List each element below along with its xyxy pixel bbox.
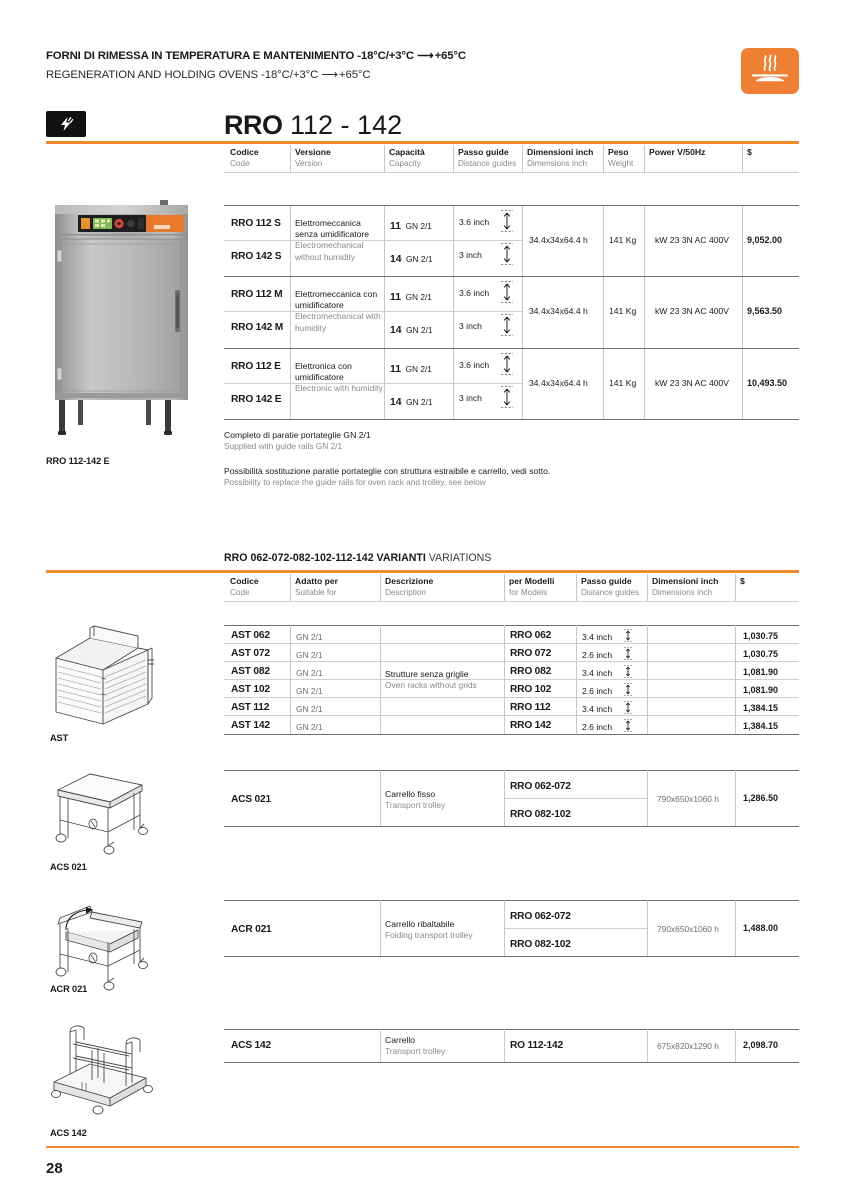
distance-arrow-icon bbox=[623, 700, 633, 720]
power-value: kW 23 3N AC 400V bbox=[655, 235, 730, 245]
vline-d1 bbox=[380, 900, 381, 956]
table-row-code: RRO 112 M bbox=[231, 289, 283, 300]
for-model: RRO 072 bbox=[510, 648, 552, 659]
ast-rule-1a bbox=[224, 643, 504, 644]
vline-h4 bbox=[522, 145, 523, 172]
price-value: 1,081.90 bbox=[743, 685, 779, 695]
weight-value: 141 Kg bbox=[609, 306, 637, 316]
dimensions-value: 34.4x34x64.4 h bbox=[529, 378, 588, 388]
vline-e4 bbox=[735, 1029, 736, 1062]
page-title-italian bbox=[46, 48, 466, 62]
ast-rule-3b bbox=[504, 679, 799, 680]
vline-h2 bbox=[384, 145, 385, 172]
vline-b6 bbox=[644, 205, 645, 419]
pitch-value: 2.6 inch bbox=[582, 650, 613, 660]
vline-b1 bbox=[290, 205, 291, 419]
vline-a2 bbox=[380, 625, 381, 734]
suitable-for: GN 2/1 bbox=[296, 686, 323, 696]
vline-vh3 bbox=[504, 574, 505, 601]
vline-a5 bbox=[647, 625, 648, 734]
ast-rule-4a bbox=[224, 697, 504, 698]
for-model: RRO 102 bbox=[510, 684, 552, 695]
power-value: kW 23 3N AC 400V bbox=[655, 378, 730, 388]
main-table-header-rule bbox=[224, 172, 799, 173]
table-row-code: AST 142 bbox=[231, 720, 270, 731]
suitable-for: GN 2/1 bbox=[296, 668, 323, 678]
variants-heading-code: RRO 062-072-082-102-112-142 bbox=[224, 552, 374, 564]
group-e-top-rule bbox=[224, 348, 799, 349]
dimensions-value: 790x650x1060 h bbox=[657, 924, 719, 934]
version-description: Elettromeccanica con umidificatore Electromechanical with humidity bbox=[295, 289, 381, 333]
variants-heading-english: VARIATIONS bbox=[428, 552, 492, 564]
distance-arrow-icon bbox=[499, 384, 515, 415]
page-number: 28 bbox=[46, 1160, 63, 1177]
col-header-passo-guide: Passo guide Distance guides bbox=[458, 147, 517, 168]
vline-e2 bbox=[504, 1029, 505, 1062]
var-col-header-passo: Passo guide Distance guides bbox=[581, 576, 640, 597]
ast-top-rule bbox=[224, 625, 799, 626]
oven-figure-caption: RRO 112-142 E bbox=[46, 456, 110, 466]
vline-vh1 bbox=[290, 574, 291, 601]
pitch-value: 3 inch bbox=[459, 321, 482, 331]
table-row-code: AST 112 bbox=[231, 702, 270, 713]
price-value: 1,081.90 bbox=[743, 667, 779, 677]
main-table-bottom-rule bbox=[224, 419, 799, 420]
vline-c4 bbox=[735, 770, 736, 826]
vline-vh2 bbox=[380, 574, 381, 601]
var-col-header-dimensioni: Dimensioni inch Dimensions inch bbox=[652, 576, 719, 597]
dimensions-value: 675x820x1290 h bbox=[657, 1041, 719, 1051]
for-model: RO 112-142 bbox=[510, 1040, 563, 1051]
weight-value: 141 Kg bbox=[609, 235, 637, 245]
vline-b2 bbox=[384, 205, 385, 419]
trolley-code: ACS 021 bbox=[231, 794, 271, 805]
ast-rule-5b bbox=[504, 715, 799, 716]
col-header-price: $ bbox=[747, 147, 752, 157]
group-m-top-rule bbox=[224, 276, 799, 277]
footer-rule bbox=[46, 1146, 799, 1148]
vline-c2 bbox=[504, 770, 505, 826]
trolley-code: ACS 142 bbox=[231, 1040, 271, 1051]
price-value: 9,052.00 bbox=[747, 235, 783, 245]
variants-top-rule bbox=[46, 570, 799, 573]
dimensions-value: 34.4x34x64.4 h bbox=[529, 306, 588, 316]
table-row-code: RRO 142 M bbox=[231, 322, 283, 333]
oven-product-photo bbox=[42, 190, 207, 440]
table-row-code: RRO 112 E bbox=[231, 361, 281, 372]
capacity-value: 14 GN 2/1 bbox=[390, 325, 433, 336]
vline-d4 bbox=[735, 900, 736, 956]
power-value: kW 23 3N AC 400V bbox=[655, 306, 730, 316]
vline-a6 bbox=[735, 625, 736, 734]
table-row-code: AST 072 bbox=[231, 648, 270, 659]
dimensions-value: 34.4x34x64.4 h bbox=[529, 235, 588, 245]
ast-rule-2a bbox=[224, 661, 504, 662]
distance-arrow-icon bbox=[623, 682, 633, 702]
price-value: 1,030.75 bbox=[743, 631, 779, 641]
distance-arrow-icon bbox=[499, 312, 515, 343]
price-value: 9,563.50 bbox=[747, 306, 783, 316]
pitch-value: 3.6 inch bbox=[459, 360, 490, 370]
version-description: Elettromeccanica senza umidificatore Electromechanical without humidity bbox=[295, 218, 370, 262]
var-col-header-adatto: Adatto per Suitable for bbox=[295, 576, 338, 597]
model-range: 112 - 142 bbox=[290, 110, 403, 140]
vline-h3 bbox=[453, 145, 454, 172]
col-header-versione: Versione Version bbox=[295, 147, 331, 168]
vline-a3 bbox=[504, 625, 505, 734]
version-description: Elettronica con umidificatore Electronic with humidity bbox=[295, 361, 383, 394]
variants-heading-italian: VARIANTI bbox=[376, 552, 426, 564]
acs021-inner-rule bbox=[504, 798, 647, 799]
acs142-trolley-illustration bbox=[40, 1020, 170, 1120]
acs021-bottom-rule bbox=[224, 826, 799, 827]
page-model-title bbox=[224, 110, 402, 140]
for-model: RRO 082-102 bbox=[510, 939, 571, 950]
distance-arrow-icon bbox=[623, 664, 633, 684]
note-2-italian: Possibilità sostituzione paratie portateglie con struttura estraibile e carrello, vedi sotto. bbox=[224, 466, 551, 476]
table-row-code: RRO 142 S bbox=[231, 251, 282, 262]
acr021-bottom-rule bbox=[224, 956, 799, 957]
table-row-code: AST 102 bbox=[231, 684, 270, 695]
acr021-figure-caption: ACR 021 bbox=[50, 984, 88, 994]
vline-d2 bbox=[504, 900, 505, 956]
price-value: 10,493.50 bbox=[747, 378, 788, 388]
ast-rule-1b bbox=[504, 643, 799, 644]
vline-h1 bbox=[290, 145, 291, 172]
vline-d3 bbox=[647, 900, 648, 956]
vline-vh4 bbox=[576, 574, 577, 601]
trolley-description: Carrello Transport trolley bbox=[385, 1035, 446, 1057]
price-value: 1,286.50 bbox=[743, 793, 779, 803]
lightning-bolt-icon bbox=[46, 111, 86, 137]
pitch-value: 3 inch bbox=[459, 250, 482, 260]
dimensions-value: 790x650x1060 h bbox=[657, 794, 719, 804]
for-model: RRO 082-102 bbox=[510, 809, 571, 820]
model-prefix: RRO bbox=[224, 110, 283, 140]
table-row-code: RRO 112 S bbox=[231, 218, 281, 229]
pitch-value: 3.4 inch bbox=[582, 632, 613, 642]
acs021-trolley-illustration bbox=[46, 768, 166, 858]
page-title-english bbox=[46, 67, 371, 81]
ast-bottom-rule bbox=[224, 734, 799, 735]
acs021-figure-caption: ACS 021 bbox=[50, 862, 87, 872]
ast-rule-2b bbox=[504, 661, 799, 662]
for-model: RRO 142 bbox=[510, 720, 552, 731]
trolley-description: Carrello ribaltabile Folding transport trolley bbox=[385, 919, 473, 941]
price-value: 2,098.70 bbox=[743, 1040, 779, 1050]
distance-arrow-icon bbox=[623, 628, 633, 648]
acr021-top-rule bbox=[224, 900, 799, 901]
pitch-value: 3.4 inch bbox=[582, 704, 613, 714]
vline-a4 bbox=[576, 625, 577, 734]
table-row-code: AST 062 bbox=[231, 630, 270, 641]
for-model: RRO 082 bbox=[510, 666, 552, 677]
note-2-english: Possibility to replace the guide rails for oven rack and trolley, see below bbox=[224, 477, 486, 487]
vline-h7 bbox=[742, 145, 743, 172]
suitable-for: GN 2/1 bbox=[296, 704, 323, 714]
capacity-value: 14 GN 2/1 bbox=[390, 397, 433, 408]
capacity-value: 11 GN 2/1 bbox=[390, 221, 432, 232]
page-title-italian-text: FORNI DI RIMESSA IN TEMPERATURA E MANTENIMENTO -18°C/+3°C bbox=[46, 50, 414, 62]
page-title-italian-tail: +65°C bbox=[434, 50, 466, 62]
page-title-english-tail: +65°C bbox=[338, 69, 371, 81]
capacity-value: 11 GN 2/1 bbox=[390, 292, 432, 303]
vline-b7 bbox=[742, 205, 743, 419]
variants-heading bbox=[224, 552, 491, 564]
var-col-header-descrizione: Descrizione Description bbox=[385, 576, 434, 597]
vline-a1 bbox=[290, 625, 291, 734]
main-table-top-rule bbox=[46, 141, 799, 144]
vline-h6 bbox=[644, 145, 645, 172]
col-header-capacita: Capacità Capacity bbox=[389, 147, 425, 168]
ast-description: Strutture senza griglie Oven racks without grids bbox=[385, 669, 477, 691]
for-model: RRO 112 bbox=[510, 702, 551, 713]
suitable-for: GN 2/1 bbox=[296, 722, 323, 732]
arrow-glyph-icon: ⟶ bbox=[415, 50, 433, 62]
col-header-peso: Peso Weight bbox=[608, 147, 634, 168]
var-col-header-price: $ bbox=[740, 576, 745, 586]
trolley-code: ACR 021 bbox=[231, 924, 272, 935]
note-1-italian: Completo di paratie portateglie GN 2/1 bbox=[224, 430, 371, 440]
acr021-folding-trolley-illustration bbox=[46, 898, 166, 993]
for-model: RRO 062 bbox=[510, 630, 552, 641]
suitable-for: GN 2/1 bbox=[296, 650, 323, 660]
page-title-english-text: REGENERATION AND HOLDING OVENS -18°C/+3°C bbox=[46, 69, 319, 81]
vline-b4 bbox=[522, 205, 523, 419]
distance-arrow-icon bbox=[499, 351, 515, 382]
pitch-value: 3.6 inch bbox=[459, 217, 490, 227]
price-value: 1,384.15 bbox=[743, 721, 779, 731]
pitch-value: 3.6 inch bbox=[459, 288, 490, 298]
pitch-value: 3 inch bbox=[459, 393, 482, 403]
price-value: 1,030.75 bbox=[743, 649, 779, 659]
vline-b3 bbox=[453, 205, 454, 419]
pitch-value: 2.6 inch bbox=[582, 686, 613, 696]
vline-e1 bbox=[380, 1029, 381, 1062]
ast-rule-5a bbox=[224, 715, 504, 716]
variants-header-rule bbox=[224, 601, 799, 602]
acs142-top-rule bbox=[224, 1029, 799, 1030]
ast-figure-caption: AST bbox=[50, 733, 69, 743]
arrow-glyph-icon-2: ⟶ bbox=[320, 69, 337, 81]
distance-arrow-icon bbox=[623, 718, 633, 738]
table-row-code: AST 082 bbox=[231, 666, 270, 677]
for-model: RRO 062-072 bbox=[510, 781, 571, 792]
var-col-header-modelli: per Modelli for Models bbox=[509, 576, 555, 597]
distance-arrow-icon bbox=[499, 279, 515, 310]
price-value: 1,488.00 bbox=[743, 923, 779, 933]
for-model: RRO 062-072 bbox=[510, 911, 571, 922]
ast-rack-illustration bbox=[48, 620, 178, 730]
col-header-power: Power V/50Hz bbox=[649, 147, 706, 157]
pitch-value: 2.6 inch bbox=[582, 722, 613, 732]
pitch-value: 3.4 inch bbox=[582, 668, 613, 678]
note-1-english: Supplied with guide rails GN 2/1 bbox=[224, 441, 343, 451]
distance-arrow-icon bbox=[499, 208, 515, 239]
group-s-top-rule bbox=[224, 205, 799, 206]
acs021-top-rule bbox=[224, 770, 799, 771]
table-row-code: RRO 142 E bbox=[231, 394, 282, 405]
acr021-inner-rule bbox=[504, 928, 647, 929]
steaming-dish-icon bbox=[741, 48, 799, 94]
price-value: 1,384.15 bbox=[743, 703, 779, 713]
vline-e3 bbox=[647, 1029, 648, 1062]
distance-arrow-icon bbox=[499, 241, 515, 272]
acs142-figure-caption: ACS 142 bbox=[50, 1128, 87, 1138]
vline-b5 bbox=[603, 205, 604, 419]
col-header-codice: Codice Code bbox=[230, 147, 259, 168]
vline-c1 bbox=[380, 770, 381, 826]
vline-vh6 bbox=[735, 574, 736, 601]
capacity-value: 11 GN 2/1 bbox=[390, 364, 432, 375]
vline-c3 bbox=[647, 770, 648, 826]
vline-h5 bbox=[603, 145, 604, 172]
suitable-for: GN 2/1 bbox=[296, 632, 323, 642]
trolley-description: Carrello fisso Transport trolley bbox=[385, 789, 446, 811]
vline-vh5 bbox=[647, 574, 648, 601]
capacity-value: 14 GN 2/1 bbox=[390, 254, 433, 265]
ast-rule-4b bbox=[504, 697, 799, 698]
col-header-dimensioni: Dimensioni inch Dimensions inch bbox=[527, 147, 594, 168]
var-col-header-codice: Codice Code bbox=[230, 576, 259, 597]
distance-arrow-icon bbox=[623, 646, 633, 666]
weight-value: 141 Kg bbox=[609, 378, 637, 388]
acs142-bottom-rule bbox=[224, 1062, 799, 1063]
